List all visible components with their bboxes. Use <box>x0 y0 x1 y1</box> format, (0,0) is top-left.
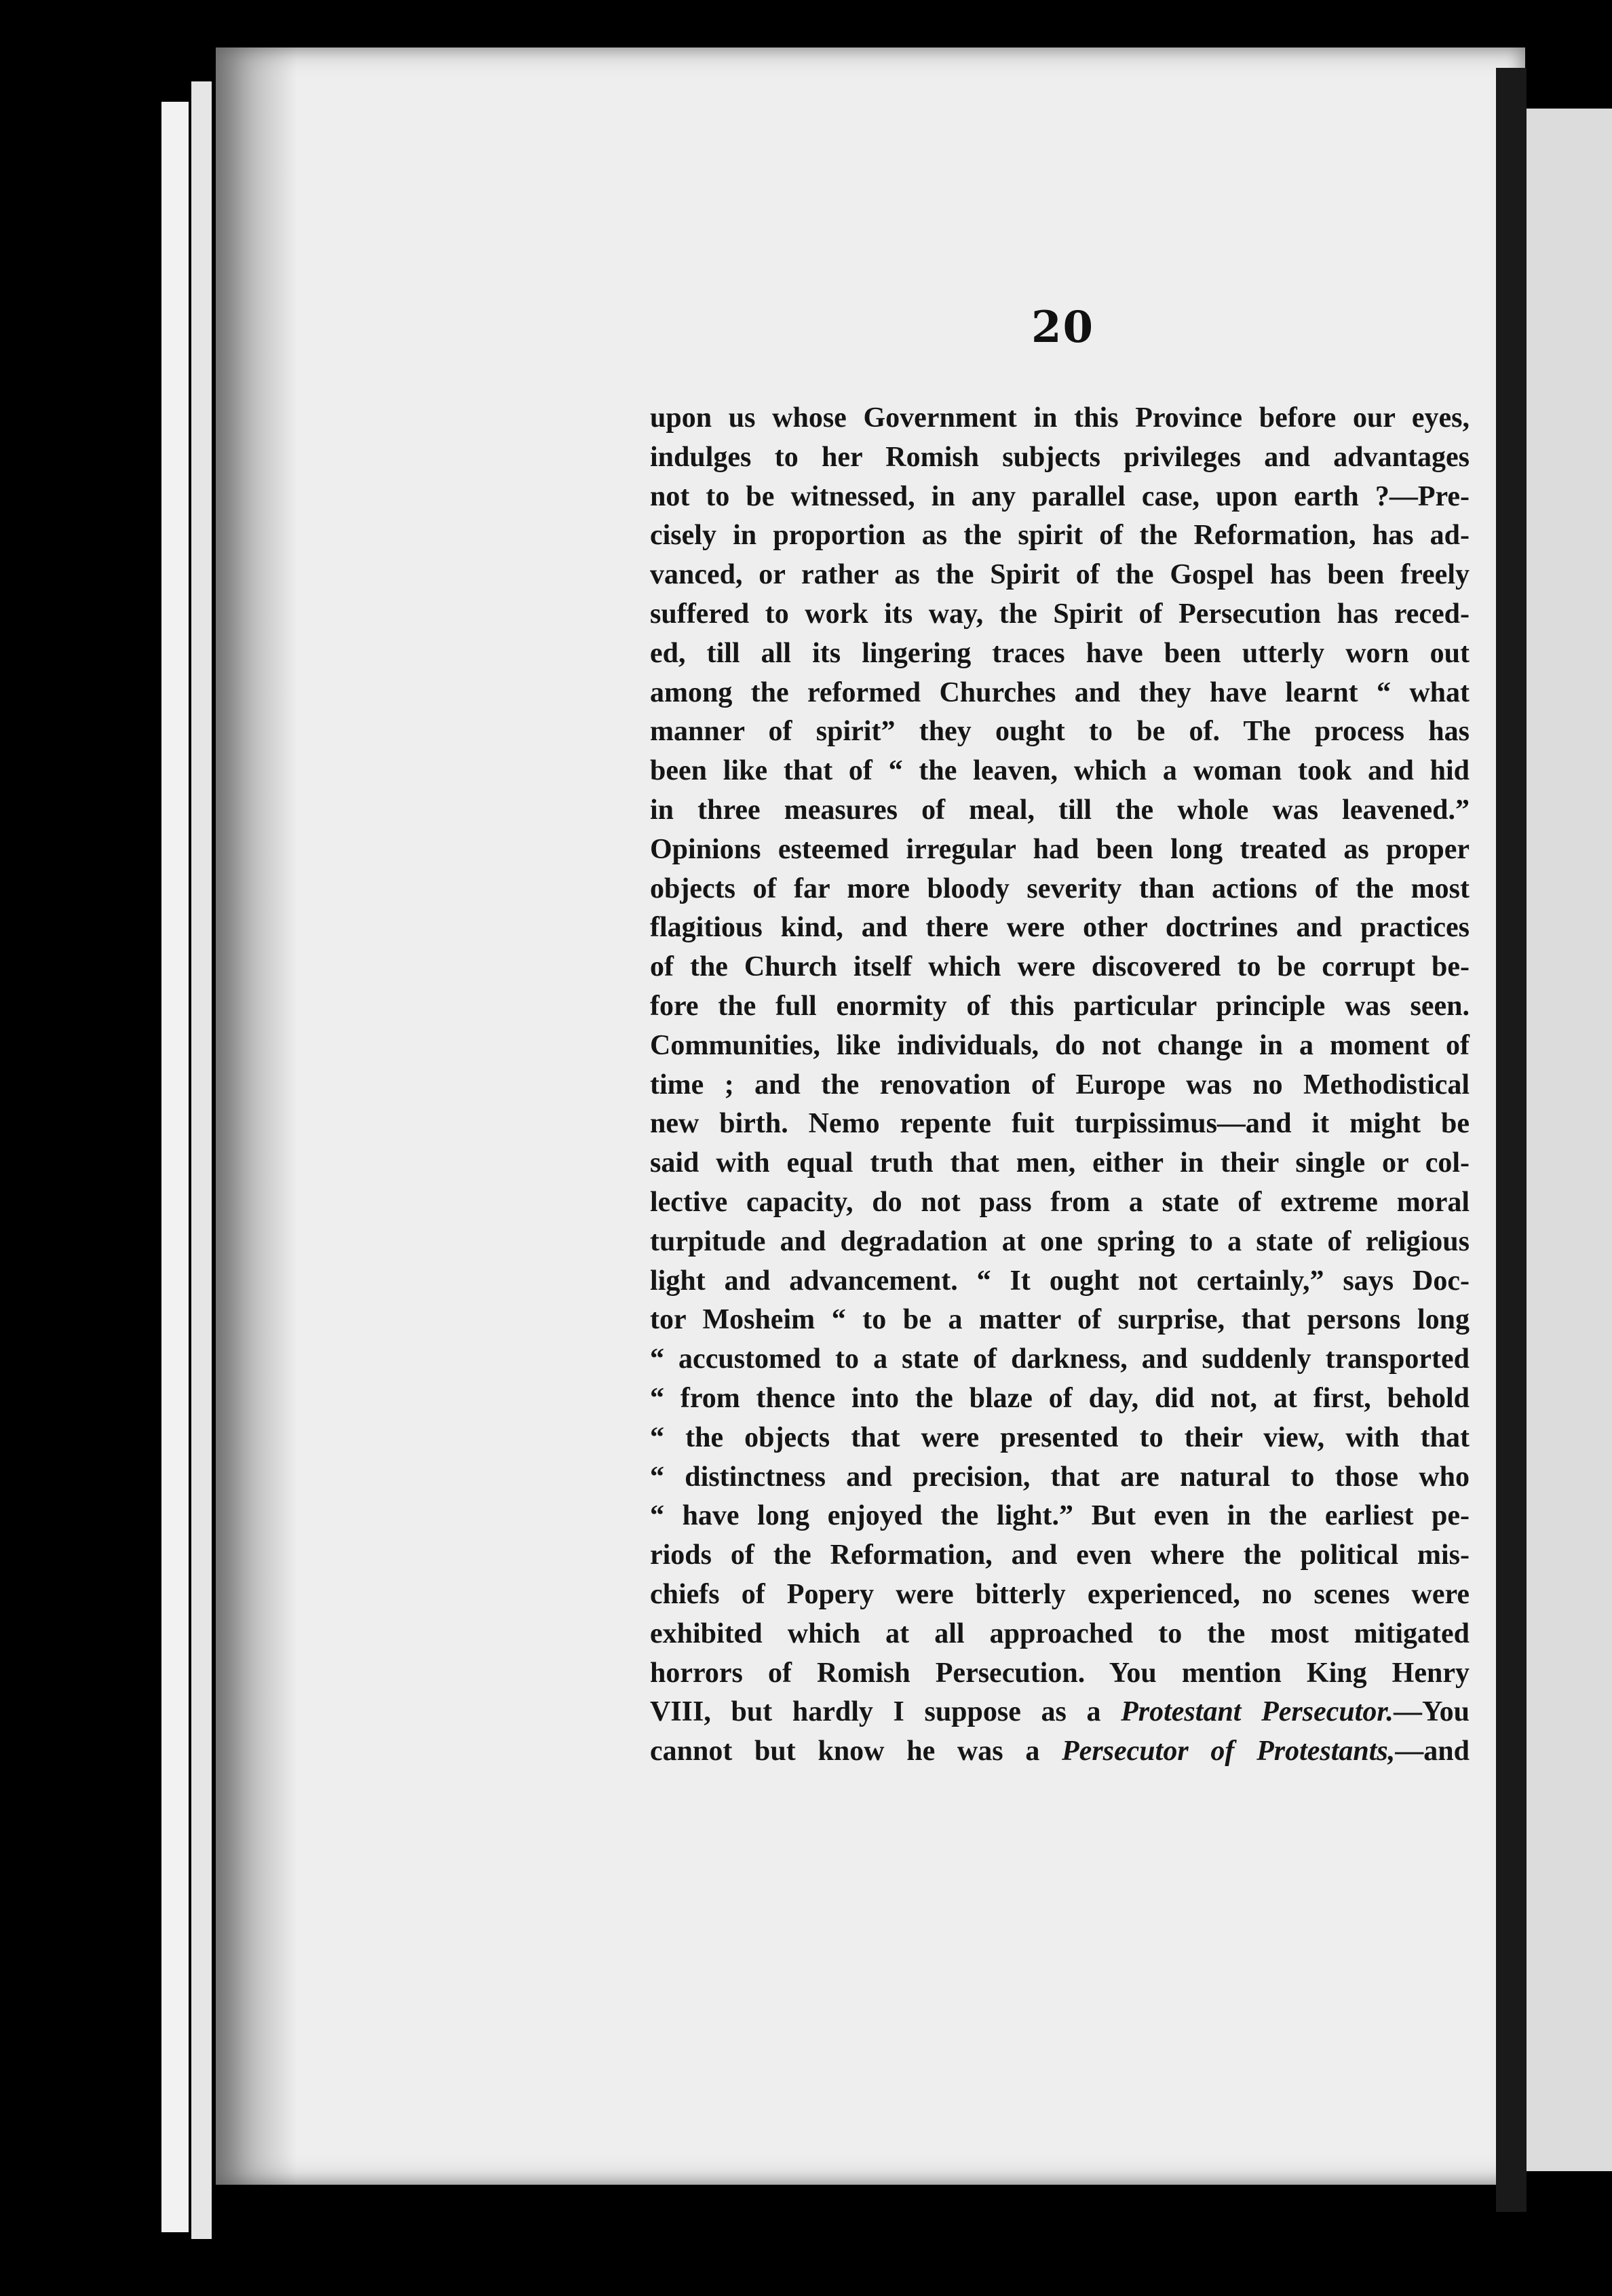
text-line: new birth. Nemo repente fuit turpissimus—and it might be <box>650 1108 1470 1140</box>
text-line: of the Church itself which were discovered to be corrupt be- <box>650 951 1470 983</box>
text-line: Opinions esteemed irregular had been long treated as proper <box>650 833 1470 865</box>
scan-edge-strip-inner <box>191 81 212 2239</box>
text-line: indulges to her Romish subjects privileges and advantages <box>650 441 1470 473</box>
text-line: “ the objects that were presented to their view, with that <box>650 1421 1470 1453</box>
text-line: fore the full enormity of this particular principle was seen. <box>650 990 1470 1022</box>
text-line-34 <box>650 1732 1470 1772</box>
text-line-33 <box>650 1693 1470 1732</box>
text-line: flagitious kind, and there were other doctrines and practices <box>650 912 1470 944</box>
text-line: said with equal truth that men, either in their single or col- <box>650 1147 1470 1179</box>
text-line: Communities, like individuals, do not change in a moment of <box>650 1029 1470 1061</box>
text-line: not to be witnessed, in any parallel case, upon earth ?—Pre- <box>650 480 1470 512</box>
text-line: light and advancement. “ It ought not certainly,” says Doc- <box>650 1265 1470 1297</box>
line-34-italic: Persecutor of Protestants, <box>1062 1736 1396 1767</box>
line-33-pre: VIII, but hardly I suppose as a <box>650 1696 1121 1728</box>
text-line: chiefs of Popery were bitterly experienced, no scenes were <box>650 1578 1470 1610</box>
text-line: lective capacity, do not pass from a state of extreme moral <box>650 1186 1470 1218</box>
text-line: upon us whose Government in this Province before our eyes, <box>650 402 1470 434</box>
text-line: “ from thence into the blaze of day, did not, at first, behold <box>650 1382 1470 1414</box>
text-line: “ accustomed to a state of darkness, and suddenly transported <box>650 1343 1470 1375</box>
text-line: vanced, or rather as the Spirit of the Gospel has been freely <box>650 559 1470 591</box>
text-line: objects of far more bloody severity than actions of the most <box>650 873 1470 904</box>
book-gutter <box>1496 68 1527 2212</box>
text-line: time ; and the renovation of Europe was no Methodistical <box>650 1069 1470 1101</box>
text-line: among the reformed Churches and they have learnt “ what <box>650 676 1470 708</box>
text-line: turpitude and degradation at one spring to a state of religious <box>650 1225 1470 1257</box>
text-line: ed, till all its lingering traces have been utterly worn out <box>650 637 1470 669</box>
line-33-italic: Protestant Persecutor. <box>1121 1696 1394 1728</box>
body-text <box>650 399 1470 1772</box>
text-line: manner of spirit” they ought to be of. The process has <box>650 716 1470 748</box>
page-binding-shadow <box>216 47 297 2185</box>
text-line: “ distinctness and precision, that are natural to those who <box>650 1461 1470 1493</box>
adjacent-page-edge <box>1527 109 1612 2171</box>
scan-edge-strip <box>161 102 189 2232</box>
text-line: exhibited which at all approached to the most mitigated <box>650 1618 1470 1649</box>
text-line: “ have long enjoyed the light.” But even in the earliest pe- <box>650 1500 1470 1532</box>
line-34-post: —and <box>1395 1736 1470 1767</box>
text-line: riods of the Reformation, and even where the political mis- <box>650 1539 1470 1571</box>
line-33-post: —You <box>1393 1696 1470 1728</box>
text-line: been like that of “ the leaven, which a woman took and hid <box>650 755 1470 787</box>
text-line: tor Mosheim “ to be a matter of surprise, that persons long <box>650 1304 1470 1336</box>
page-number: 20 <box>1031 302 1095 353</box>
text-line: cisely in proportion as the spirit of the Reformation, has ad- <box>650 520 1470 552</box>
text-line: horrors of Romish Persecution. You mention King Henry <box>650 1657 1470 1689</box>
text-line: in three measures of meal, till the whole was leavened.” <box>650 794 1470 826</box>
line-34-pre: cannot but know he was a <box>650 1736 1062 1767</box>
text-line: suffered to work its way, the Spirit of Persecution has reced- <box>650 598 1470 630</box>
